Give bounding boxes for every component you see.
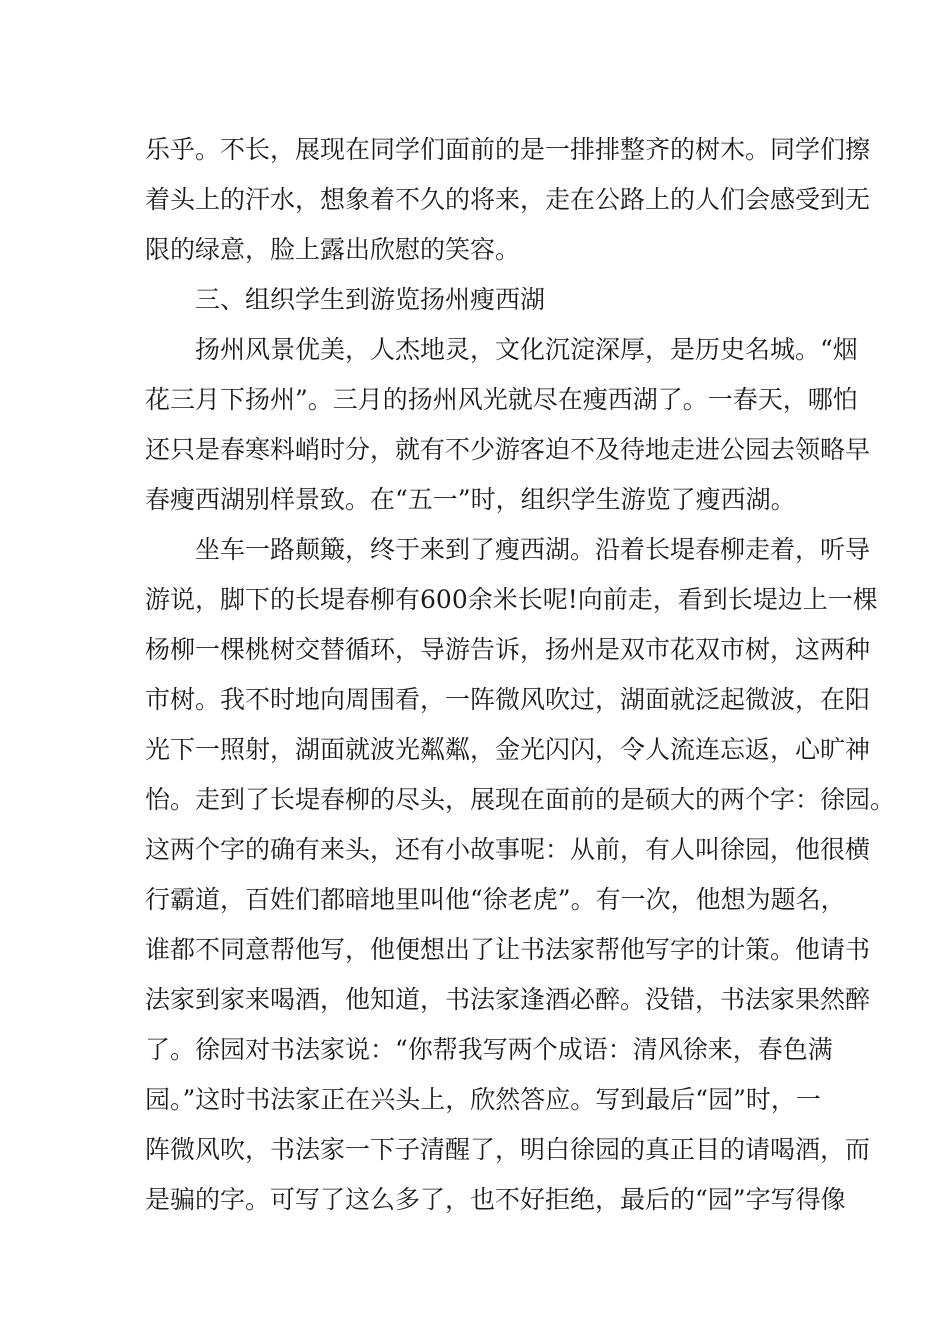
section-heading: 三、组织学生到游览扬州瘦西湖 [195, 285, 546, 314]
text-line: 春瘦西湖别样景致。在“五一”时，组织学生游览了瘦西湖。 [145, 485, 796, 514]
text-line: 了。徐园对书法家说：“你帮我写两个成语：清风徐来，春色满 [145, 1035, 833, 1064]
text-line: 限的绿意，脸上露出欣慰的笑容。 [145, 235, 521, 264]
text-line: 还只是春寒料峭时分，就有不少游客迫不及待地走进公园去领略早 [145, 435, 871, 464]
text-line: 市树。我不时地向周围看，一阵微风吹过，湖面就泛起微波，在阳 [145, 685, 871, 714]
text-line: 扬州风景优美，人杰地灵，文化沉淀深厚，是历史名城。“烟 [195, 335, 858, 364]
text-line: 谁都不同意帮他写，他便想出了让书法家帮他写字的计策。他请书 [145, 935, 871, 964]
text-line: 坐车一路颠簸，终于来到了瘦西湖。沿着长堤春柳走着，听导 [195, 535, 871, 564]
text-line: 怡。走到了长堤春柳的尽头，展现在面前的是硕大的两个字：徐园。 [145, 785, 896, 814]
text-line: 杨柳一棵桃树交替循环，导游告诉，扬州是双市花双市树，这两种 [145, 635, 871, 664]
text-line: 法家到家来喝酒，他知道，书法家逢酒必醉。没错，书法家果然醉 [145, 985, 871, 1014]
text-line: 园。”这时书法家正在兴头上，欣然答应。写到最后“园”时，一 [145, 1085, 821, 1114]
text-line: 行霸道，百姓们都暗地里叫他“徐老虎”。有一次，他想为题名， [145, 885, 846, 914]
text-line: 阵微风吹，书法家一下子清醒了，明白徐园的真正目的请喝酒，而 [145, 1135, 871, 1164]
text-line: 乐乎。不长，展现在同学们面前的是一排排整齐的树木。同学们擦 [145, 135, 871, 164]
text-line: 光下一照射，湖面就波光粼粼，金光闪闪，令人流连忘返，心旷神 [145, 735, 871, 764]
text-line: 花三月下扬州”。三月的扬州风光就尽在瘦西湖了。一春天，哪怕 [145, 385, 858, 414]
text-line: 这两个字的确有来头，还有小故事呢：从前，有人叫徐园，他很横 [145, 835, 871, 864]
text-line: 着头上的汗水，想象着不久的将来，走在公路上的人们会感受到无 [145, 185, 871, 214]
text-line: 游说，脚下的长堤春柳有600余米长呢!向前走，看到长堤边上一棵 [145, 585, 878, 614]
text-line: 是骗的字。可写了这么多了，也不好拒绝，最后的“园”字写得像 [145, 1185, 846, 1214]
